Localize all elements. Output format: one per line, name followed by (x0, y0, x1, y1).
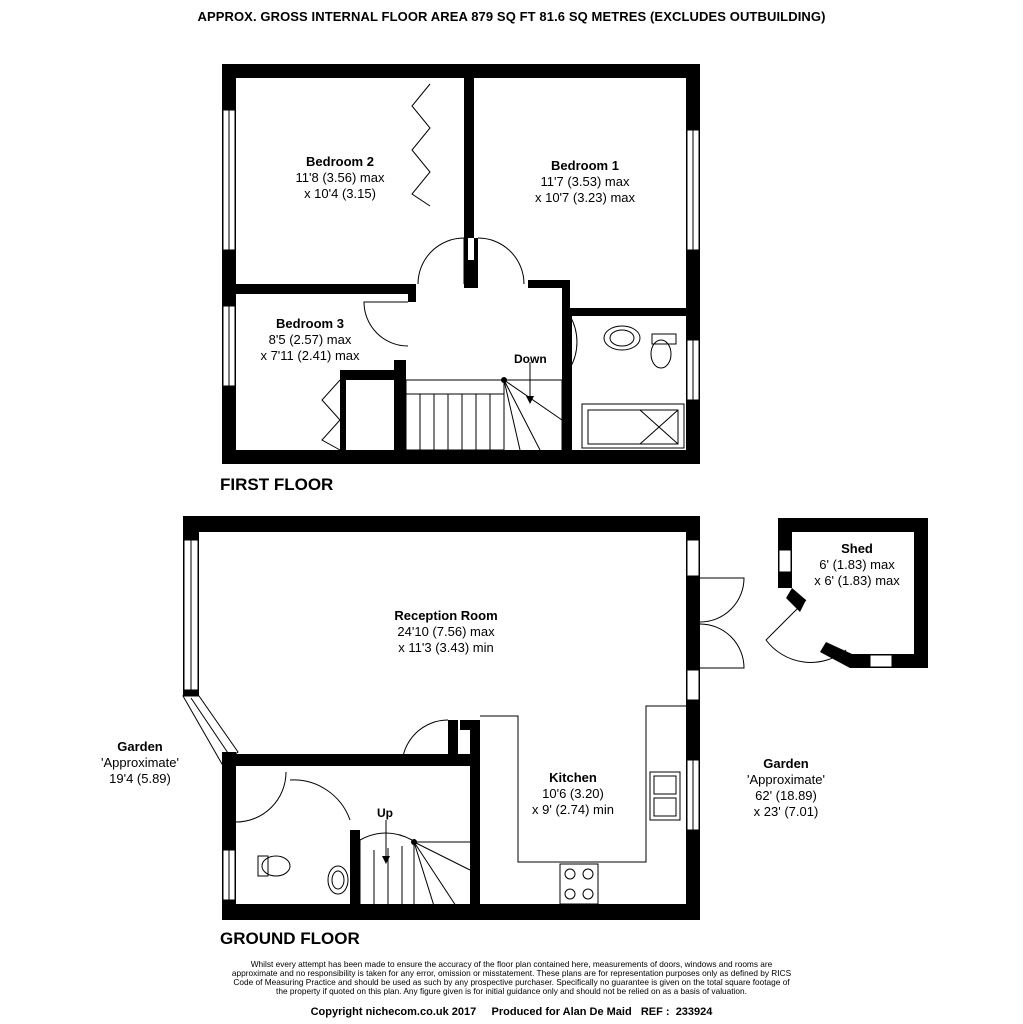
room-dimension: 10'6 (3.20) (542, 786, 604, 801)
copyright-line: Copyright nichecom.co.uk 2017 Produced for Alan De Maid REF : 233924 (310, 1006, 713, 1018)
room-name: Reception Room (394, 608, 498, 623)
stairs-up-label: Up (377, 806, 393, 820)
room-name: Garden (117, 739, 163, 754)
room-dimension: x 9' (2.74) min (532, 802, 614, 817)
room-dimension: 11'7 (3.53) max (540, 174, 630, 189)
room-dimension: x 7'11 (2.41) max (260, 348, 360, 363)
room-name: Bedroom 3 (276, 316, 344, 331)
room-dimension: 8'5 (2.57) max (268, 332, 352, 347)
room-kitchen (508, 770, 638, 818)
room-name: Kitchen (549, 770, 597, 785)
room-bedroom-2 (270, 154, 410, 202)
room-dimension: 19'4 (5.89) (109, 771, 171, 786)
room-dimension: 62' (18.89) (755, 788, 817, 803)
garden-left (80, 739, 200, 787)
room-reception (366, 608, 526, 656)
room-dimension: 24'10 (7.56) max (397, 624, 495, 639)
room-dimension: x 23' (7.01) (753, 804, 819, 819)
room-dimension: 11'8 (3.56) max (295, 170, 385, 185)
ground-floor-label: GROUND FLOOR (220, 929, 360, 948)
room-dimension: x 10'4 (3.15) (304, 186, 376, 201)
room-dimension: x 6' (1.83) max (814, 573, 900, 588)
floor-area-header: APPROX. GROSS INTERNAL FLOOR AREA 879 SQ FT 81.6 SQ METRES (EXCLUDES OUTBUILDING) (197, 9, 826, 24)
room-name: Bedroom 1 (551, 158, 619, 173)
room-dimension: 6' (1.83) max (819, 557, 895, 572)
room-name: Shed (841, 541, 873, 556)
room-dimension: 'Approximate' (747, 772, 825, 787)
room-name: Garden (763, 756, 809, 771)
stairs-down-label: Down (514, 352, 547, 366)
room-dimension: x 11'3 (3.43) min (398, 640, 494, 655)
room-bedroom-1 (510, 158, 660, 206)
room-bedroom-3 (240, 316, 380, 364)
disclaimer-text: Whilst every attempt has been made to ensure the accuracy of the floor plan contained here, measurements of doors, windows and rooms are approximate and no responsibility is taken for any error, omission or misstatement. These plans are for representation purposes only as defined by RICS Code of Measuring Practice and should be used as such by any prospective purchaser. Specifically no guarantee is given on the total square footage of the property if quoted on this plan. Any figure given is for initial guidance only and should not be relied on as a basis of valuation. (231, 959, 792, 996)
room-name: Bedroom 2 (306, 154, 374, 169)
room-dimension: x 10'7 (3.23) max (534, 190, 636, 205)
room-shed (794, 541, 920, 589)
garden-right (726, 756, 846, 820)
room-dimension: 'Approximate' (101, 755, 179, 770)
first-floor-label: FIRST FLOOR (220, 475, 334, 494)
